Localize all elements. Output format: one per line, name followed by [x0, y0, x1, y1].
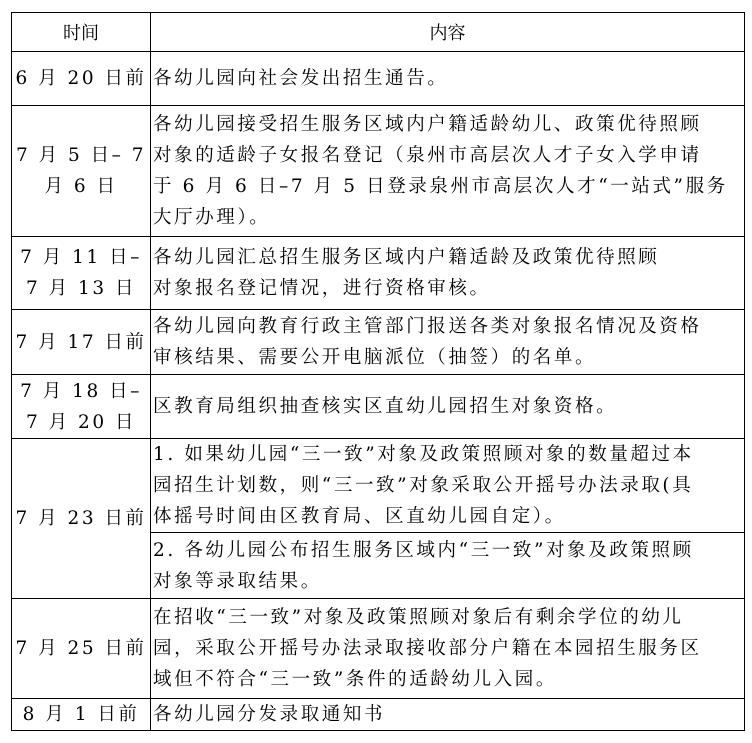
content-cell: [151, 375, 745, 439]
content-line: 各幼儿园向社会发出招生通告。: [153, 68, 449, 89]
table-row: [12, 699, 745, 731]
table-row: [12, 310, 745, 375]
time-line: 8 月 1 日前: [22, 704, 140, 725]
content-line: 于 6 月 6 日–7 月 5 日登录泉州市高层次人才“一站式”服务: [153, 176, 728, 197]
table-row: [12, 237, 745, 310]
content-line: 体摇号时间由区教育局、区直幼儿园自定）。: [153, 506, 566, 527]
time-line: 7 月 23 日前: [15, 508, 147, 529]
time-cell: [12, 310, 151, 375]
content-line: 对象等录取结果。: [153, 570, 322, 592]
time-line: 7 月 6 日: [44, 145, 147, 197]
content-line: 各幼儿园接受招生服务区域内户籍适龄幼儿、政策优待照顾: [153, 114, 702, 135]
time-cell: [12, 106, 151, 237]
content-cell: [151, 52, 745, 106]
content-line: 1. 如果幼儿园“三一致”对象及政策照顾对象的数量超过本: [153, 444, 694, 465]
content-cell: [151, 533, 745, 599]
content-line: 各幼儿园向教育行政主管部门报送各类对象报名情况及资格: [153, 316, 702, 337]
time-cell: [12, 599, 151, 699]
content-line: 园，采取公开摇号办法录取接收部分户籍在本园招生服务区: [153, 638, 702, 659]
time-cell: [12, 237, 151, 310]
time-line: 7 月 11 日–: [20, 247, 142, 268]
content-line: 域但不符合“三一致”条件的适龄幼儿入园。: [153, 669, 557, 690]
time-line: 7 月 18 日–: [20, 380, 142, 402]
column-header-time: 时间: [12, 13, 151, 52]
time-line: 7 月 20 日: [26, 411, 136, 433]
enrollment-schedule-table: [11, 12, 745, 731]
content-line: 在招收“三一致”对象及政策照顾对象后有剩余学位的幼儿: [153, 607, 684, 628]
content-line: 大厅办理）。: [153, 207, 271, 228]
content-cell: [151, 599, 745, 699]
content-cell: [151, 310, 745, 375]
table-row: [12, 52, 745, 106]
content-cell: [151, 237, 745, 310]
time-cell: [12, 439, 151, 599]
time-line: 7 月 13 日: [26, 278, 136, 299]
time-line: 6 月 20 日前: [15, 68, 147, 89]
table-row: [12, 106, 745, 237]
table-header-row: [12, 13, 745, 52]
content-line: 各幼儿园分发录取通知书: [153, 704, 386, 725]
time-line: 7 月 17 日前: [15, 331, 147, 353]
column-header-content: 内容: [151, 13, 745, 52]
table-row: [12, 599, 745, 699]
content-cell: [151, 699, 745, 731]
content-line: 园招生计划数，则“三一致”对象采取公开摇号办法录取(具: [153, 475, 694, 496]
table-row: [12, 439, 745, 533]
content-line: 区教育局组织抽查核实区直幼儿园招生对象资格。: [153, 396, 618, 417]
content-line: 审核结果、需要公开电脑派位（抽签）的名单。: [153, 347, 597, 368]
content-line: 对象报名登记情况，进行资格审核。: [153, 278, 491, 299]
content-cell: [151, 106, 745, 237]
table-row: [12, 375, 745, 439]
time-line: 7 月 25 日前: [15, 638, 147, 659]
content-cell: [151, 439, 745, 533]
time-cell: [12, 375, 151, 439]
content-line: 对象的适龄子女报名登记（泉州市高层次人才子女入学申请: [153, 145, 702, 166]
time-cell: [12, 699, 151, 731]
content-line: 各幼儿园汇总招生服务区域内户籍适龄及政策优待照顾: [153, 247, 660, 268]
time-line: 7 月 5 日–: [15, 145, 124, 166]
time-cell: [12, 52, 151, 106]
content-line: 2. 各幼儿园公布招生服务区域内“三一致”对象及政策照顾: [153, 539, 694, 561]
